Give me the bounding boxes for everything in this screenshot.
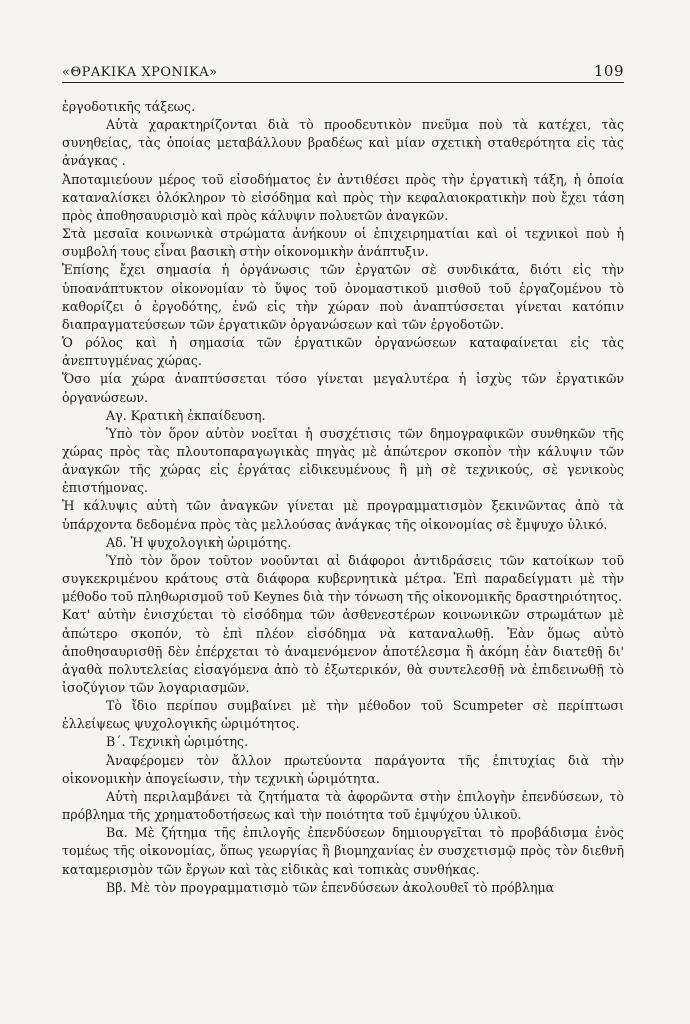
paragraph: Ὑπὸ τὸν ὅρον τοῦτον νοοῦνται αἱ διάφοροι ἀντιδράσεις τῶν κατοίκων τοῦ συγκεκριμένου κράτους στὰ διάφορα κυβερνητικὰ μέτρα. Ἐπὶ παραδείγματι μὲ τὴν μέθοδο τοῦ πληθωρισμοῦ τοῦ Keynes διὰ τὴν τόνωση τῆς οἰκονομικῆς δραστηριότητος. [62, 552, 624, 605]
paragraph: Ἐπίσης ἔχει σημασία ἡ ὀργάνωσις τῶν ἐργατῶν σὲ συνδικάτα, διότι εἰς τὴν ὑποανάπτυκτον οἰκονομίαν τὸ ὕψος τοῦ ὀνομαστικοῦ μισθοῦ τοῦ ἐργαζομένου τὸ καθορίζει ὁ ἐργοδότης, ἐνῶ εἰς τὴν χώραν ποὺ ἀναπτύσσεται γίνεται κατόπιν διαπραγματεύσεων τῶν ἐργατικῶν ὀργανώσεων καὶ τῶν ἐργοδοτῶν. [62, 262, 624, 332]
page-number: 109 [593, 62, 624, 80]
paragraph: Ὑπὸ τὸν ὅρον αὐτὸν νοεῖται ἡ συσχέτισις τῶν δημογραφικῶν συνθηκῶν τῆς χώρας πρὸς τὰς πλουτοπαραγωγικὰς πηγὰς μὲ ἀπώτερον σκοπὸν τὴν κάλυψιν τῶν ἀναγκῶν τῆς χώρας εἰς ἐργάτας εἰδικευμένους ἢ μὴ σὲ τεχνικούς, σὲ γενικοὺς ἐπιστήμονας. [62, 425, 624, 496]
paragraph: Στὰ μεσαῖα κοινωνικὰ στρώματα ἀνήκουν οἱ ἐπιχειρηματίαι καὶ οἱ τεχνικοὶ ποὺ ἡ συμβολή τους εἶναι βασικὴ στὴν οἰκονομικὴν ἀνάπτυξιν. [62, 226, 624, 260]
paragraph: Ἀποταμιεύουν μέρος τοῦ εἰσοδήματος ἐν ἀντιθέσει πρὸς τὴν ἐργατικὴ τάξη, ἡ ὁποία καταναλίσκει ὁλόκληρον τὸ εἰσόδημα καὶ πρὸς τὴν κεφαλαιοκρατικὴν ποὺ ἔχει τάση πρὸς ἀποθησαυρισμὸ καὶ πρὸς κάλυψιν πολυετῶν ἀναγκῶν. [62, 171, 624, 223]
paragraph: Αὐτὰ χαρακτηρίζονται διὰ τὸ προοδευτικὸν πνεῦμα ποὺ τὰ κατέχει, τὰς συνηθείας, τὰς ὁποίας μεταβάλλουν βραδέως καὶ μίαν σχετικὴ σταθερότητα εἰς τὰς ἀνάγκας . [62, 117, 624, 169]
header-rule [62, 82, 624, 83]
paragraph: Κατ' αὐτὴν ἐνισχύεται τὸ εἰσόδημα τῶν ἀσθενεστέρων κοινωνικῶν στρωμάτων μὲ ἀπώτερο σκοπόν, τὸ ἐπὶ πλέον εἰσόδημα νὰ καταναλωθῇ. Ἐὰν ὅμως αὐτὸ ἀποθησαυρισθῇ δὲν ἐπέρχεται τὸ ἀναμενόμενον ἀποτέλεσμα ἢ ἀκόμη ἐὰν διατεθῇ δι' ἀγαθὰ πολυτελείας εἰσαγόμενα ἀπὸ τὸ ἐξωτερικόν, θὰ συντελεσθῇ νὰ ἐπιδεινωθῇ τὸ ἰσοζύγιον τῶν λογαριασμῶν. [62, 607, 624, 695]
section-heading: Αδ. Ἡ ψυχολογικὴ ὡριμότης. [106, 534, 292, 550]
body-text [62, 98, 624, 897]
paragraph: Τὸ ἴδιο περίπου συμβαίνει μὲ τὴν μέθοδον τοῦ Scumpeter σὲ περίπτωσι ἐλλείψεως ψυχολογικῆς ὡριμότητος. [62, 698, 624, 732]
paragraph: Ὅσο μία χώρα ἀναπτύσσεται τόσο γίνεται μεγαλυτέρα ἡ ἰσχὺς τῶν ἐργατικῶν ὀργανώσεων. [62, 371, 624, 405]
paragraph: Αὐτὴ περιλαμβάνει τὰ ζητήματα τὰ ἀφορῶντα στὴν ἐπιλογὴν ἐπενδύσεων, τὸ πρόβλημα τῆς χρηματοδοτήσεως καὶ τὴν ποιότητα τοῦ ἐμψύχου ὑλικοῦ. [62, 788, 624, 823]
paragraph: Ββ. Μὲ τὸν προγραμματισμὸ τῶν ἐπενδύσεων ἀκολουθεῖ τὸ πρόβλημα [106, 879, 555, 895]
running-header [62, 62, 624, 80]
paragraph: Ὁ ρόλος καὶ ἡ σημασία τῶν ἐργατικῶν ὀργανώσεων καταφαίνεται εἰς τὰς ἀνεπτυγμένας χώρας. [62, 335, 624, 369]
paragraph: Ἡ κάλυψις αὐτὴ τῶν ἀναγκῶν γίνεται μὲ προγραμματισμὸν ξεκινῶντας ἀπὸ τὰ ὑπάρχοντα δεδομένα πρὸς τὰς μελλούσας ἀνάγκας τῆς οἰκονομίας σὲ ἔμψυχο ὑλικό. [62, 498, 624, 532]
paragraph: ἐργοδοτικῆς τάξεως. [62, 99, 196, 114]
paragraph: Βα. Μὲ ζήτημα τῆς ἐπιλογῆς ἐπενδύσεων δημιουργεῖται τὸ προβάδισμα ἑνὸς τομέως τῆς οἰκονομίας, ὅπως γεωργίας ἢ βιομηχανίας ἐν συσχετισμῷ πρὸς τὸν διεθνῆ καταμερισμὸν τῶν ἔργων καὶ τὰς εἰδικὰς καὶ τοπικὰς συνθήκας. [62, 825, 624, 877]
running-title: «ΘΡΑΚΙΚΑ ΧΡΟΝΙΚΑ» [62, 65, 218, 80]
paragraph: Ἀναφέρομεν τὸν ἄλλον πρωτεύοντα παράγοντα τῆς ἐπιτυχίας διὰ τὴν οἰκονομικὴν ἀπογείωσιν, τὴν τεχνικὴ ὡριμότητα. [62, 752, 624, 786]
section-heading: Αγ. Κρατικὴ ἐκπαίδευση. [106, 407, 266, 423]
section-heading: Β΄. Τεχνικὴ ὡριμότης. [106, 734, 249, 750]
